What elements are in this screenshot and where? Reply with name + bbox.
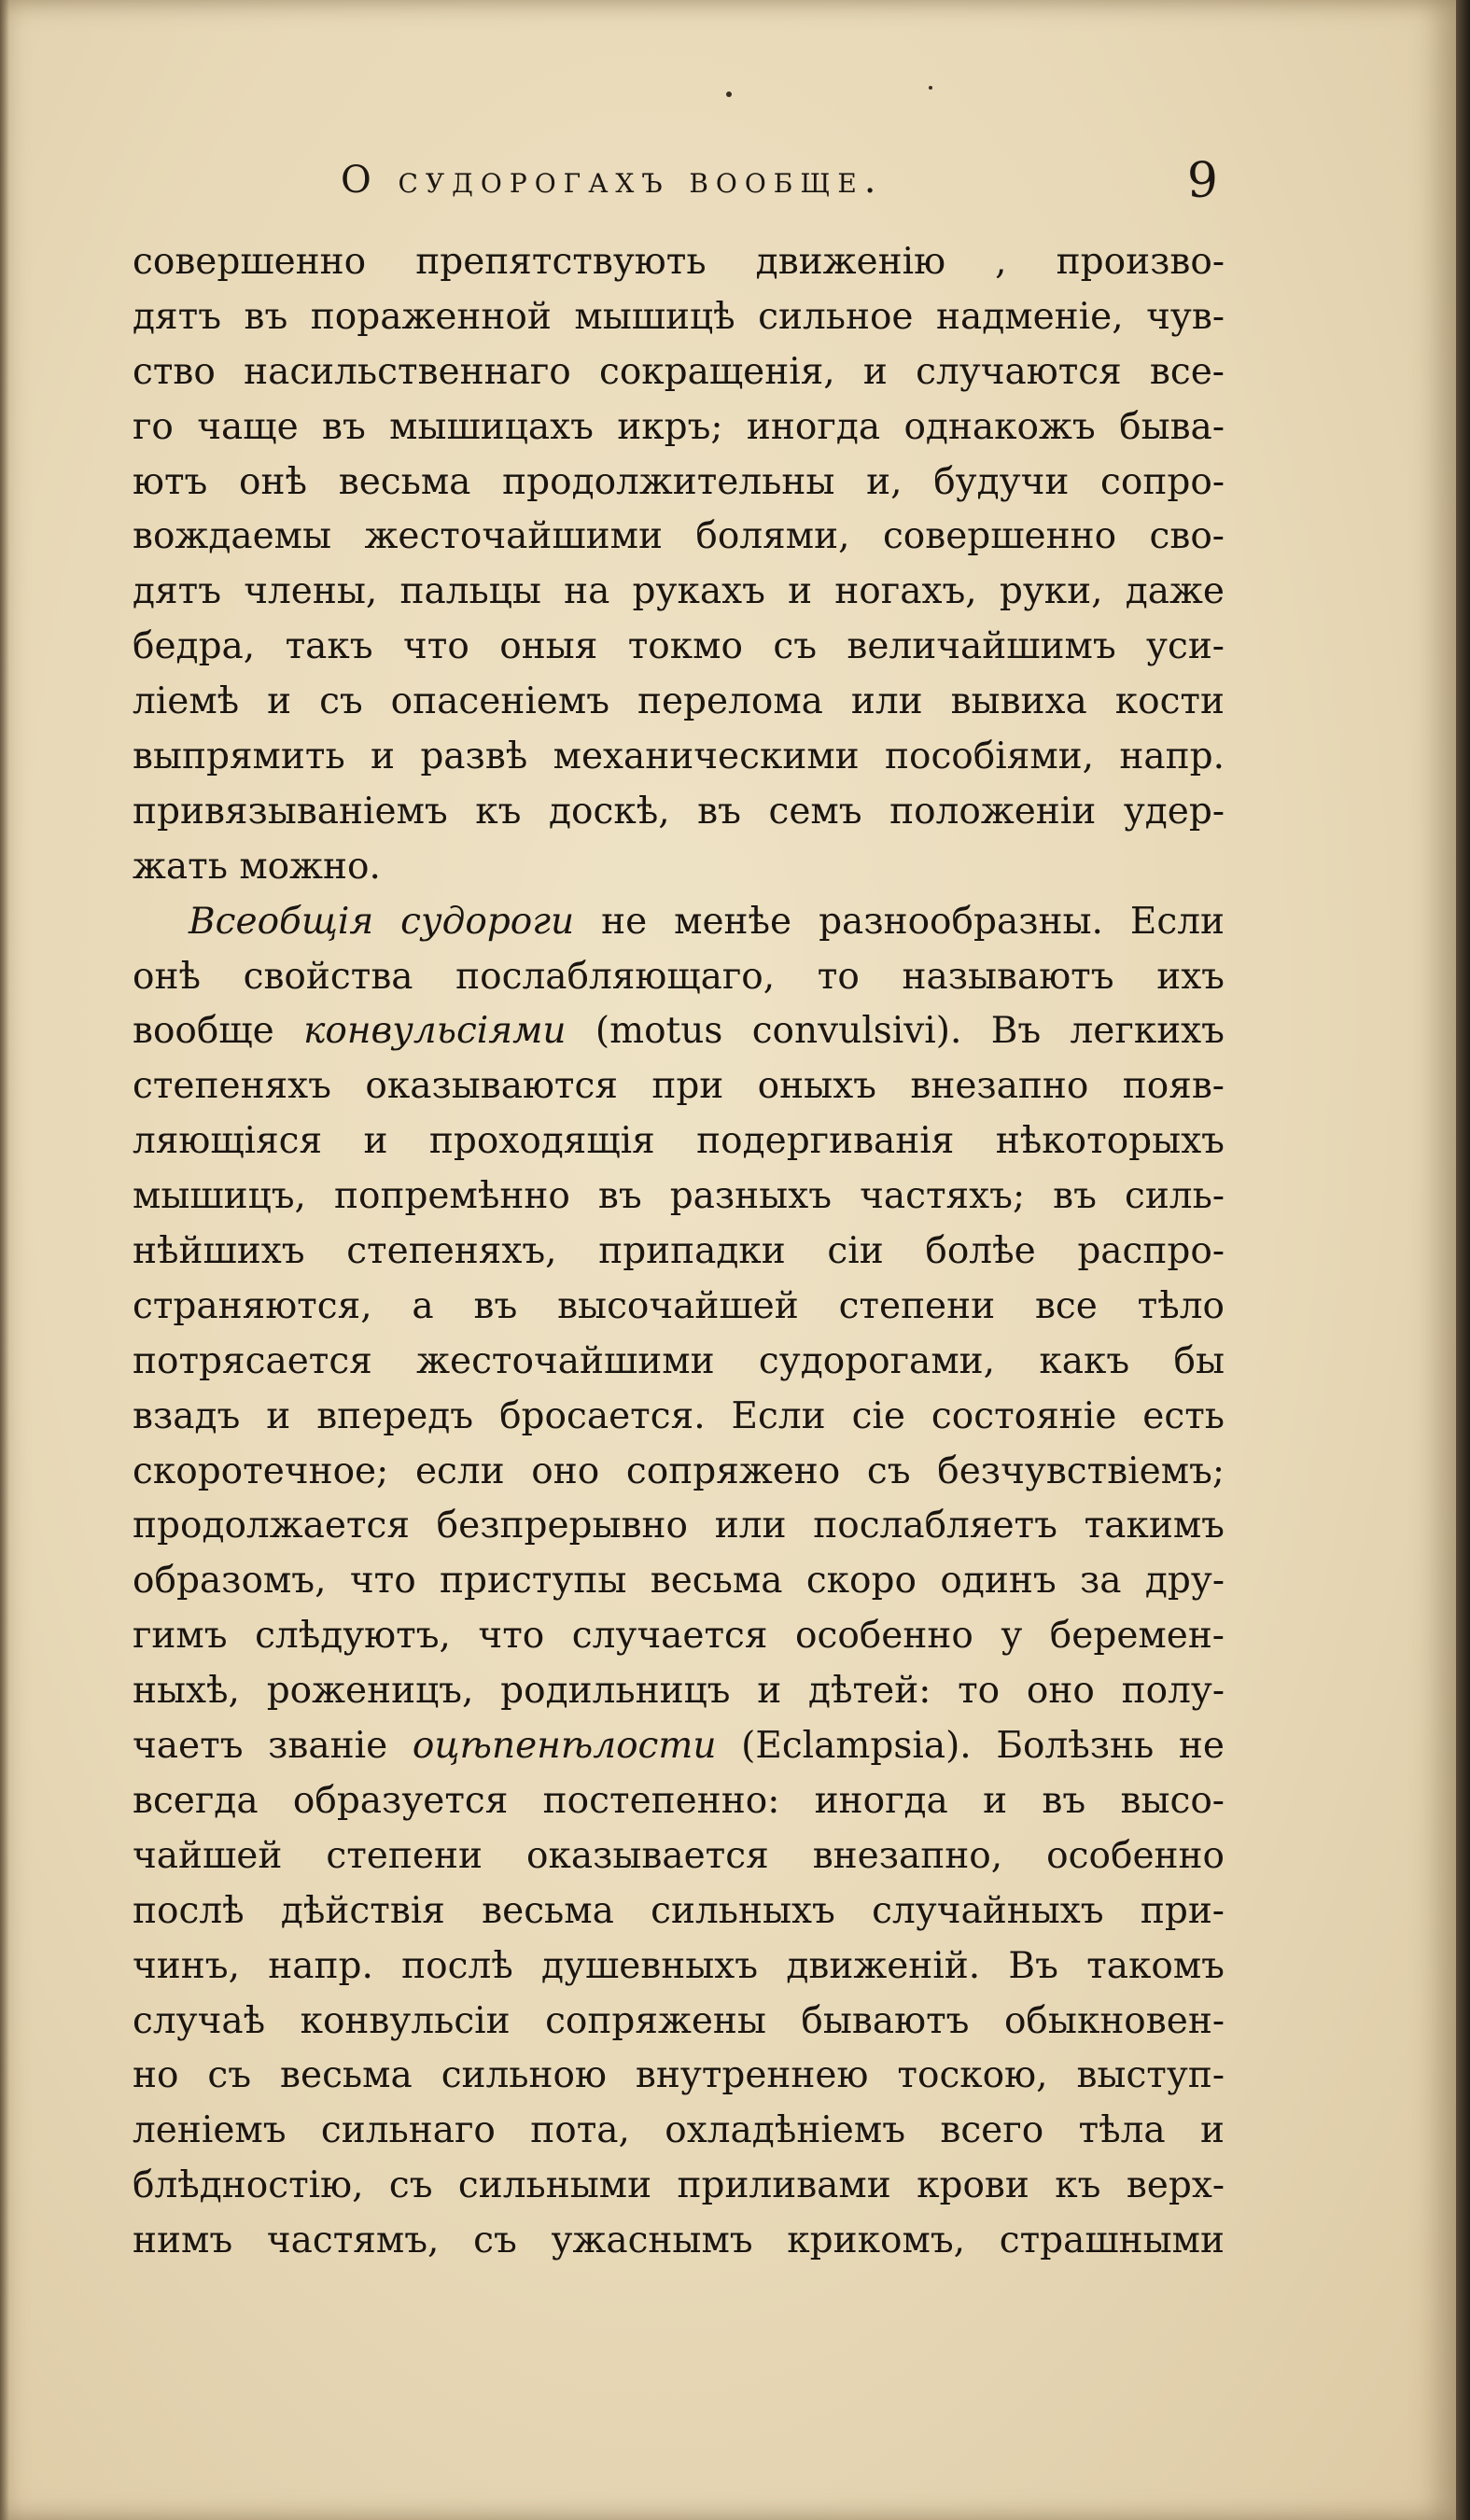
italic-term: оцѣпенѣлости bbox=[412, 1725, 717, 1768]
text-line: продолжается безпрерывно или послабляетъ такимъ bbox=[133, 1505, 1225, 1547]
page-edge-shadow bbox=[1456, 0, 1470, 2520]
running-title: О судорогахъ вообще. bbox=[341, 159, 884, 202]
text-line: совершенно препятствують движенію , произво- bbox=[133, 241, 1225, 283]
text-line: ныхѣ, роженицъ, родильницъ и дѣтей: то оно полу- bbox=[133, 1670, 1225, 1713]
text-line: страняются, а въ высочайшей степени все тѣло bbox=[133, 1284, 1225, 1327]
text-line: образомъ, что приступы весьма скоро одинъ за дру- bbox=[133, 1560, 1225, 1603]
text-line: го чаще въ мышицахъ икръ; иногда однакожъ быва- bbox=[133, 405, 1225, 448]
text-line: жать можно. bbox=[133, 845, 381, 888]
text-line: но съ весьма сильною внутреннею тоскою, выступ- bbox=[133, 2054, 1225, 2097]
text-line: ство насильственнаго сокращенія, и случаются все- bbox=[133, 350, 1225, 393]
text-line: леніемъ сильнаго пота, охладѣніемъ всего тѣла и bbox=[133, 2109, 1225, 2152]
paragraph-start-line bbox=[133, 895, 1225, 950]
text-line: привязываніемъ къ доскѣ, въ семъ положеніи удер- bbox=[133, 790, 1225, 833]
text-line: бедра, такъ что оныя токмо съ величайшимъ уси- bbox=[133, 625, 1225, 668]
text-line: послѣ дѣйствія весьма сильныхъ случайныхъ при- bbox=[133, 1889, 1225, 1932]
page-gutter-shadow bbox=[0, 0, 9, 2520]
text-line: чинъ, напр. послѣ душевныхъ движеній. Въ такомъ bbox=[133, 1944, 1225, 1987]
text-line: всегда образуется постепенно: иногда и въ высо- bbox=[133, 1779, 1225, 1822]
text-run: вообще bbox=[133, 1010, 304, 1053]
text-line: дятъ члены, пальцы на рукахъ и ногахъ, руки, даже bbox=[133, 570, 1225, 613]
ink-speck bbox=[726, 91, 732, 97]
text-run: чаетъ званіе bbox=[133, 1725, 413, 1768]
text-line: вождаемы жесточайшими болями, совершенно сво- bbox=[133, 515, 1225, 558]
text-line: потрясается жесточайшими судорогами, какъ бы bbox=[133, 1339, 1225, 1382]
italic-term: конвульсіями bbox=[303, 1010, 567, 1053]
text-line: степеняхъ оказываются при оныхъ внезапно появ- bbox=[133, 1065, 1225, 1108]
page-header bbox=[341, 153, 1218, 224]
text-line: нимъ частямъ, съ ужаснымъ крикомъ, страшными bbox=[133, 2219, 1225, 2262]
text-line: ляющіяся и проходящія подергиванія нѣкоторыхъ bbox=[133, 1120, 1225, 1163]
ink-speck bbox=[929, 86, 932, 90]
text-line: ліемѣ и съ опасеніемъ перелома или вывиха кости bbox=[133, 680, 1225, 723]
text-line: гимъ слѣдуютъ, что случается особенно у беремен- bbox=[133, 1615, 1225, 1658]
text-line: выпрямить и развѣ механическими пособіями, напр. bbox=[133, 735, 1225, 778]
text-line: блѣдностію, съ сильными приливами крови къ верх- bbox=[133, 2164, 1225, 2207]
text-line: ютъ онѣ весьма продолжительны и, будучи сопро- bbox=[133, 460, 1225, 503]
text-line: случаѣ конвульсіи сопряжены бываютъ обыкновен- bbox=[133, 1999, 1225, 2042]
page-number: 9 bbox=[1186, 153, 1218, 209]
text-line: онѣ свойства послабляющаго, то называютъ ихъ bbox=[133, 955, 1225, 998]
text-line bbox=[133, 1004, 1225, 1059]
text-line: дятъ въ пораженной мышицѣ сильное надменіе, чув- bbox=[133, 295, 1225, 338]
text-run: (Eclampsia). Болѣзнь не bbox=[716, 1725, 1225, 1768]
text-line: нѣйшихъ степеняхъ, припадки сіи болѣе распро- bbox=[133, 1230, 1225, 1273]
text-line bbox=[133, 1719, 1225, 1774]
body-text bbox=[133, 235, 1225, 2269]
text-line: скоротечное; если оно сопряжено съ безчувствіемъ; bbox=[133, 1449, 1225, 1492]
text-line: чайшей степени оказывается внезапно, особенно bbox=[133, 1834, 1225, 1877]
text-run: не менѣе разнообразны. Если bbox=[574, 900, 1225, 943]
italic-term: Всеобщія судороги bbox=[189, 900, 575, 943]
text-line: мышицъ, попремѣнно въ разныхъ частяхъ; въ силь- bbox=[133, 1175, 1225, 1218]
text-run: (motus convulsivi). Въ легкихъ bbox=[566, 1010, 1225, 1053]
text-line: взадъ и впередъ бросается. Если сіе состояніе есть bbox=[133, 1394, 1225, 1437]
